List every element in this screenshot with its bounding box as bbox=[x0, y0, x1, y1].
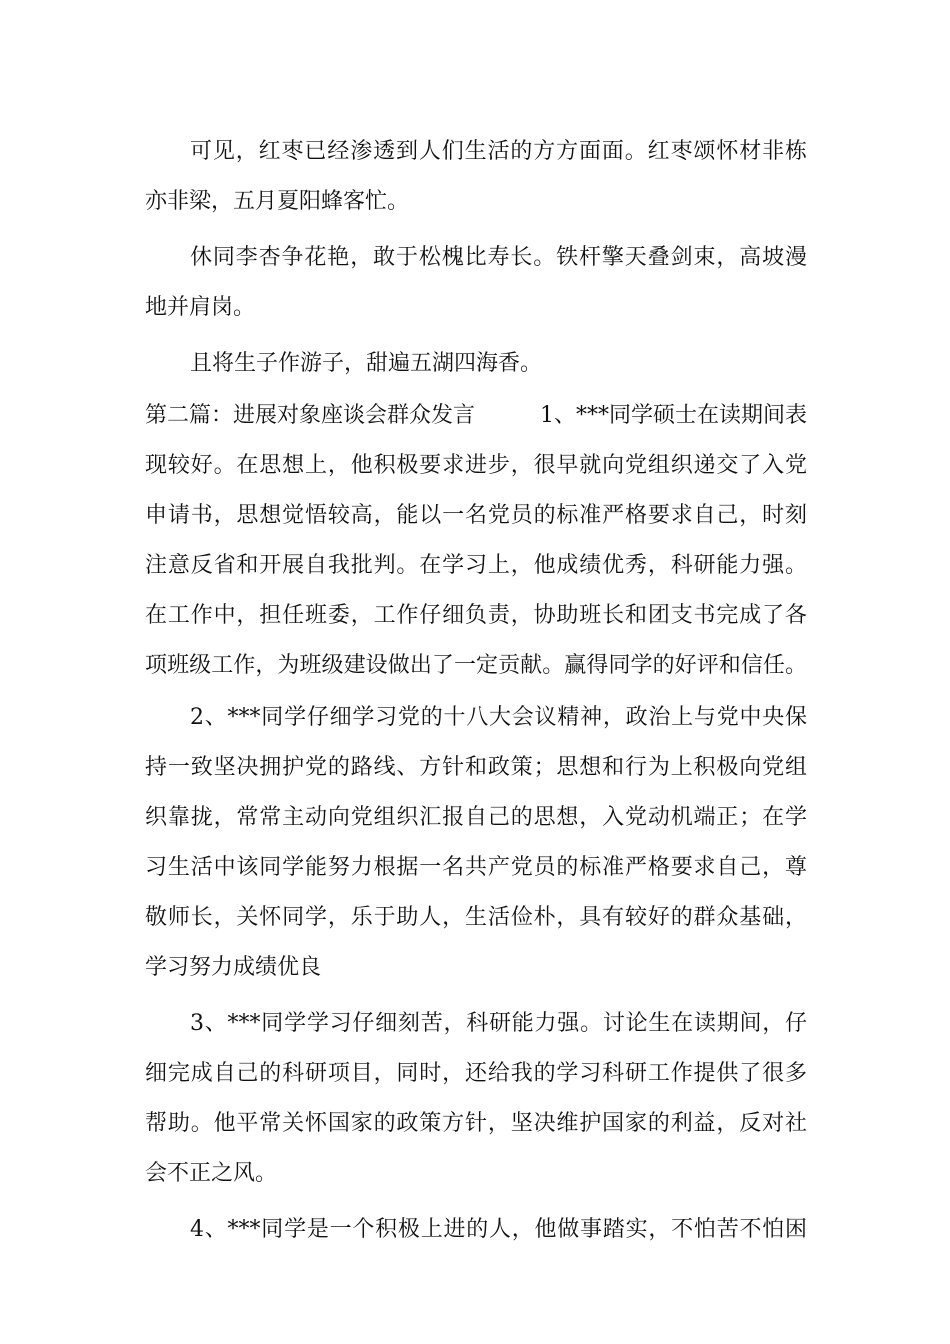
text-line: 持一致坚决拥护党的路线、方针和政策；思想和行为上积极向党组 bbox=[145, 755, 807, 780]
text-line: 2、***同学仔细学习党的十八大会议精神，政治上与党中央保 bbox=[190, 705, 807, 730]
text-line: 亦非梁，五月夏阳蜂客忙。 bbox=[145, 189, 410, 214]
text-line: 地并肩岗。 bbox=[145, 295, 256, 320]
text-line: 帮助。他平常关怀国家的政策方针，坚决维护国家的利益，反对社 bbox=[145, 1111, 807, 1136]
section-heading-row bbox=[145, 391, 807, 441]
document-page bbox=[145, 127, 807, 1255]
paragraph bbox=[145, 1205, 807, 1255]
text-line: 4、***同学是一个积极上进的人，他做事踏实，不怕苦不怕困 bbox=[190, 1217, 807, 1242]
paragraph bbox=[145, 999, 807, 1199]
text-line: 申请书，思想觉悟较高，能以一名党员的标准严格要求自己，时刻 bbox=[145, 503, 807, 528]
text-line: 细完成自己的科研项目，同时，还给我的学习科研工作提供了很多 bbox=[145, 1061, 807, 1086]
text-line: 在工作中，担任班委，工作仔细负责，协助班长和团支书完成了各 bbox=[145, 603, 807, 628]
section-heading: 第二篇：进展对象座谈会群众发言 bbox=[145, 403, 476, 428]
text-line: 项班级工作，为班级建设做出了一定贡献。赢得同学的好评和信任。 bbox=[145, 653, 807, 678]
paragraph bbox=[145, 339, 807, 389]
text-line: 3、***同学学习仔细刻苦，科研能力强。讨论生在读期间，仔 bbox=[190, 1011, 807, 1036]
text-line: 注意反省和开展自我批判。在学习上，他成绩优秀，科研能力强。 bbox=[145, 553, 807, 578]
text-line: 可见，红枣已经渗透到人们生活的方方面面。红枣颂怀材非栋 bbox=[190, 139, 807, 164]
text-line: 习生活中该同学能努力根据一名共产党员的标准严格要求自己，尊 bbox=[145, 855, 807, 880]
paragraph bbox=[145, 233, 807, 333]
paragraph bbox=[145, 391, 807, 691]
text-line: 织靠拢，常常主动向党组织汇报自己的思想，入党动机端正；在学 bbox=[145, 805, 807, 830]
text-line: 学习努力成绩优良 bbox=[145, 955, 322, 980]
text-line: 现较好。在思想上，他积极要求进步，很早就向党组织递交了入党 bbox=[145, 453, 807, 478]
text-line: 敬师长，关怀同学，乐于助人，生活俭朴，具有较好的群众基础， bbox=[145, 905, 807, 930]
text-line: 且将生子作游子，甜遍五湖四海香。 bbox=[190, 351, 543, 376]
paragraph bbox=[145, 127, 807, 227]
paragraph bbox=[145, 693, 807, 993]
text-line: 会不正之风。 bbox=[145, 1161, 278, 1186]
text-line: 休同李杏争花艳，敢于松槐比寿长。铁杆擎天叠剑束，高坡漫 bbox=[190, 245, 807, 270]
text-line: 1、***同学硕士在读期间表 bbox=[540, 403, 807, 428]
